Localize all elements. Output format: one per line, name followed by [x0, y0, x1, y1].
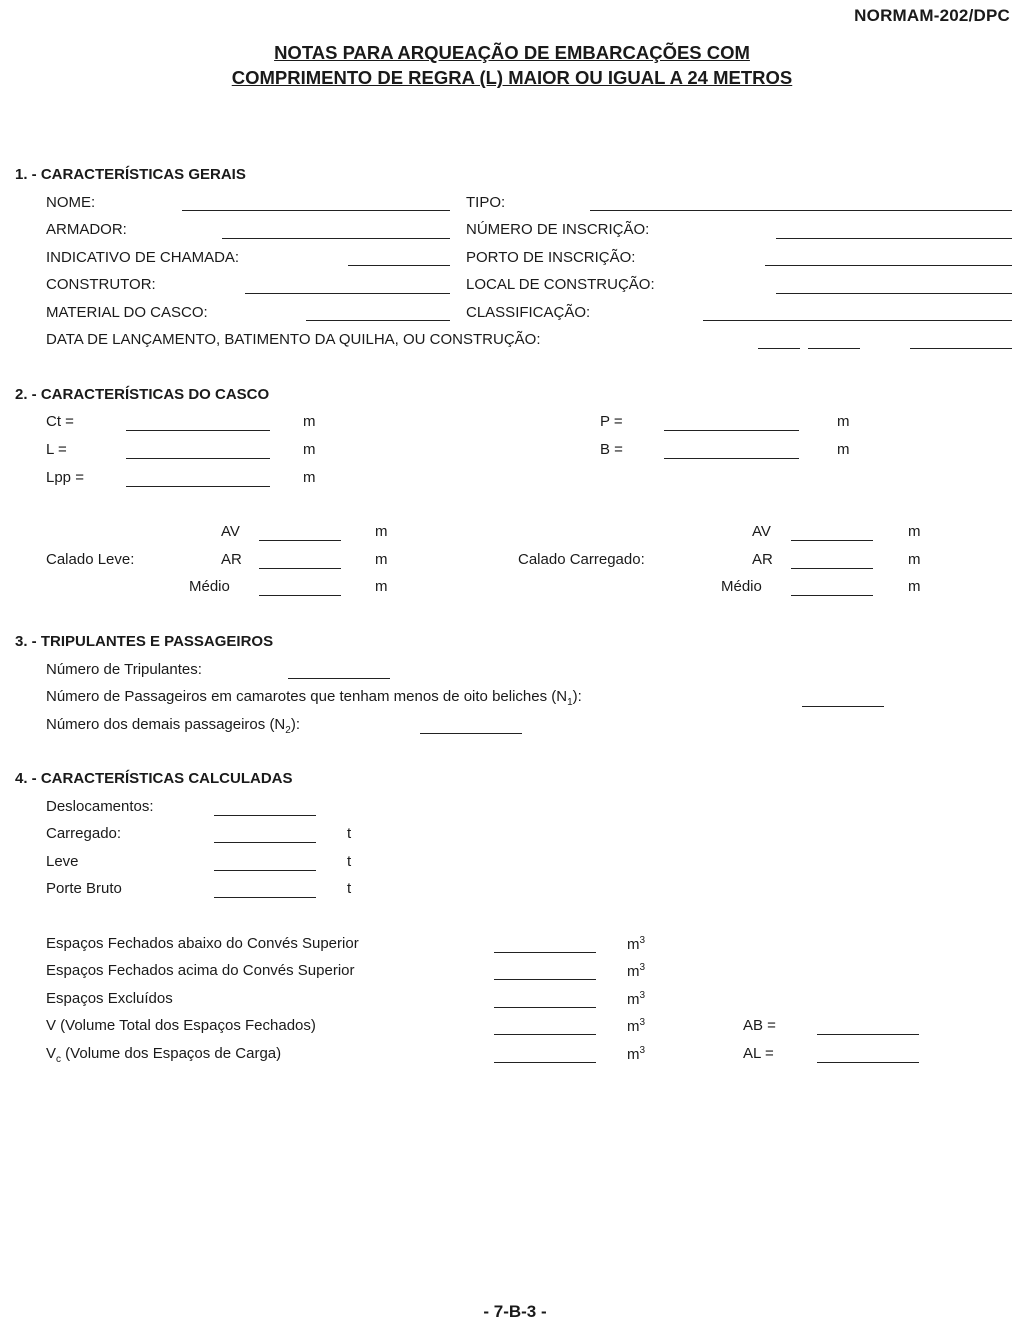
construtor-label: CONSTRUTOR: [46, 276, 156, 293]
porte-bruto-label: Porte Bruto [46, 880, 122, 897]
data-month-field[interactable] [808, 348, 860, 349]
espacos-acima-field[interactable] [494, 979, 596, 980]
ct-field[interactable] [126, 430, 270, 431]
section-1-heading: 1. - CARACTERÍSTICAS GERAIS [15, 166, 246, 183]
demais-passageiros-field[interactable] [420, 733, 522, 734]
classificacao-label: CLASSIFICAÇÃO: [466, 304, 591, 321]
passageiros-camarotes-label: Número de Passageiros em camarotes que tenham menos de oito beliches $(N_1)$: [46, 688, 582, 708]
calado-leve-av-unit: m [375, 523, 388, 540]
leve-field[interactable] [214, 870, 316, 871]
volume-carga-field[interactable] [494, 1062, 596, 1063]
espacos-acima-label: Espaços Fechados acima do Convés Superior [46, 962, 355, 979]
carregado-field[interactable] [214, 842, 316, 843]
espacos-excluidos-field[interactable] [494, 1007, 596, 1008]
volume-carga-label: $V_c$ (Volume dos Espaços de Carga) [46, 1045, 282, 1065]
espacos-abaixo-label: Espaços Fechados abaixo do Convés Superior [46, 935, 359, 952]
leve-unit: t [347, 853, 352, 870]
deslocamentos-label: Deslocamentos: [46, 798, 154, 815]
calado-carregado-ar-field[interactable] [791, 568, 873, 569]
ct-unit: m [303, 413, 316, 430]
al-field[interactable] [817, 1062, 919, 1063]
calado-carregado-ar-unit: m [908, 551, 921, 568]
tipo-field[interactable] [590, 210, 1012, 211]
b-field[interactable] [664, 458, 799, 459]
numero-inscricao-label: NÚMERO DE INSCRIÇÃO: [466, 221, 650, 238]
page-number: - 7-B-3 - [483, 1302, 547, 1321]
data-day-field[interactable] [758, 348, 800, 349]
calado-leve-label: Calado Leve: [46, 551, 135, 568]
page-title-line-2: COMPRIMENTO DE REGRA (L) MAIOR OU IGUAL A 24 METROS [231, 67, 793, 88]
p-unit: m [837, 413, 850, 430]
calado-carregado-av-label: AV [752, 523, 771, 540]
p-field[interactable] [664, 430, 799, 431]
p-label: P = [600, 413, 623, 430]
volume-total-label: V (Volume Total dos Espaços Fechados) [46, 1017, 316, 1034]
indicativo-chamada-label: INDICATIVO DE CHAMADA: [46, 249, 240, 266]
l-field[interactable] [126, 458, 270, 459]
volume-total-field[interactable] [494, 1034, 596, 1035]
armador-label: ARMADOR: [46, 221, 127, 238]
porte-bruto-field[interactable] [214, 897, 316, 898]
nome-field[interactable] [182, 210, 450, 211]
ab-field[interactable] [817, 1034, 919, 1035]
l-unit: m [303, 441, 316, 458]
lpp-label: Lpp = [46, 469, 84, 486]
n2-subscript: 2 [285, 725, 291, 736]
nome-label: NOME: [46, 194, 96, 211]
page-title-line-1: NOTAS PARA ARQUEAÇÃO DE EMBARCAÇÕES COM [274, 42, 750, 63]
numero-inscricao-field[interactable] [776, 238, 1012, 239]
b-unit: m [837, 441, 850, 458]
section-4-heading: 4. - CARACTERÍSTICAS CALCULADAS [15, 770, 293, 787]
calado-carregado-av-unit: m [908, 523, 921, 540]
carregado-unit: t [347, 825, 352, 842]
espacos-acima-unit: $m^3$ [627, 962, 646, 980]
data-year-field[interactable] [910, 348, 1012, 349]
lpp-field[interactable] [126, 486, 270, 487]
calado-carregado-ar-label: AR [752, 551, 773, 568]
porte-bruto-unit: t [347, 880, 352, 897]
volume-carga-unit: $m^3$ [627, 1045, 646, 1063]
leve-label: Leve [46, 853, 79, 870]
section-2-heading: 2. - CARACTERÍSTICAS DO CASCO [15, 386, 270, 403]
calado-leve-av-label: AV [221, 523, 240, 540]
deslocamentos-field[interactable] [214, 815, 316, 816]
calado-carregado-label: Calado Carregado: [518, 551, 645, 568]
calado-carregado-medio-unit: m [908, 578, 921, 595]
espacos-abaixo-field[interactable] [494, 952, 596, 953]
porto-inscricao-field[interactable] [765, 265, 1012, 266]
espacos-excluidos-unit: $m^3$ [627, 990, 646, 1008]
calado-leve-medio-label: Médio [189, 578, 230, 595]
espacos-abaixo-unit: $m^3$ [627, 935, 646, 953]
lpp-unit: m [303, 469, 316, 486]
calado-carregado-av-field[interactable] [791, 540, 873, 541]
espacos-excluidos-label: Espaços Excluídos [46, 990, 173, 1007]
n1-subscript: 1 [567, 697, 573, 708]
b-label: B = [600, 441, 623, 458]
section-3-heading: 3. - TRIPULANTES E PASSAGEIROS [15, 633, 274, 650]
document-code: NORMAM-202/DPC [854, 6, 1010, 25]
construtor-field[interactable] [245, 293, 450, 294]
calado-leve-medio-field[interactable] [259, 595, 341, 596]
armador-field[interactable] [222, 238, 450, 239]
al-label: AL = [743, 1045, 774, 1062]
material-casco-label: MATERIAL DO CASCO: [46, 304, 208, 321]
ab-label: AB = [743, 1017, 776, 1034]
volume-total-unit: $m^3$ [627, 1017, 646, 1035]
calado-carregado-medio-label: Médio [721, 578, 762, 595]
calado-leve-av-field[interactable] [259, 540, 341, 541]
calado-carregado-medio-field[interactable] [791, 595, 873, 596]
tripulantes-label: Número de Tripulantes: [46, 661, 202, 678]
classificacao-field[interactable] [703, 320, 1012, 321]
calado-leve-ar-label: AR [221, 551, 242, 568]
material-casco-field[interactable] [306, 320, 450, 321]
local-construcao-field[interactable] [776, 293, 1012, 294]
ct-label: Ct = [46, 413, 74, 430]
calado-leve-medio-unit: m [375, 578, 388, 595]
porto-inscricao-label: PORTO DE INSCRIÇÃO: [466, 249, 636, 266]
data-lancamento-label: DATA DE LANÇAMENTO, BATIMENTO DA QUILHA, OU CONSTRUÇÃO: [46, 331, 541, 348]
l-label: L = [46, 441, 67, 458]
tipo-label: TIPO: [466, 194, 506, 211]
calado-leve-ar-unit: m [375, 551, 388, 568]
calado-leve-ar-field[interactable] [259, 568, 341, 569]
demais-passageiros-label: Número dos demais passageiros $(N_2)$: [46, 716, 301, 736]
carregado-label: Carregado: [46, 825, 122, 842]
local-construcao-label: LOCAL DE CONSTRUÇÃO: [466, 276, 655, 293]
tripulantes-field[interactable] [288, 678, 390, 679]
passageiros-camarotes-field[interactable] [802, 706, 884, 707]
indicativo-chamada-field[interactable] [348, 265, 450, 266]
